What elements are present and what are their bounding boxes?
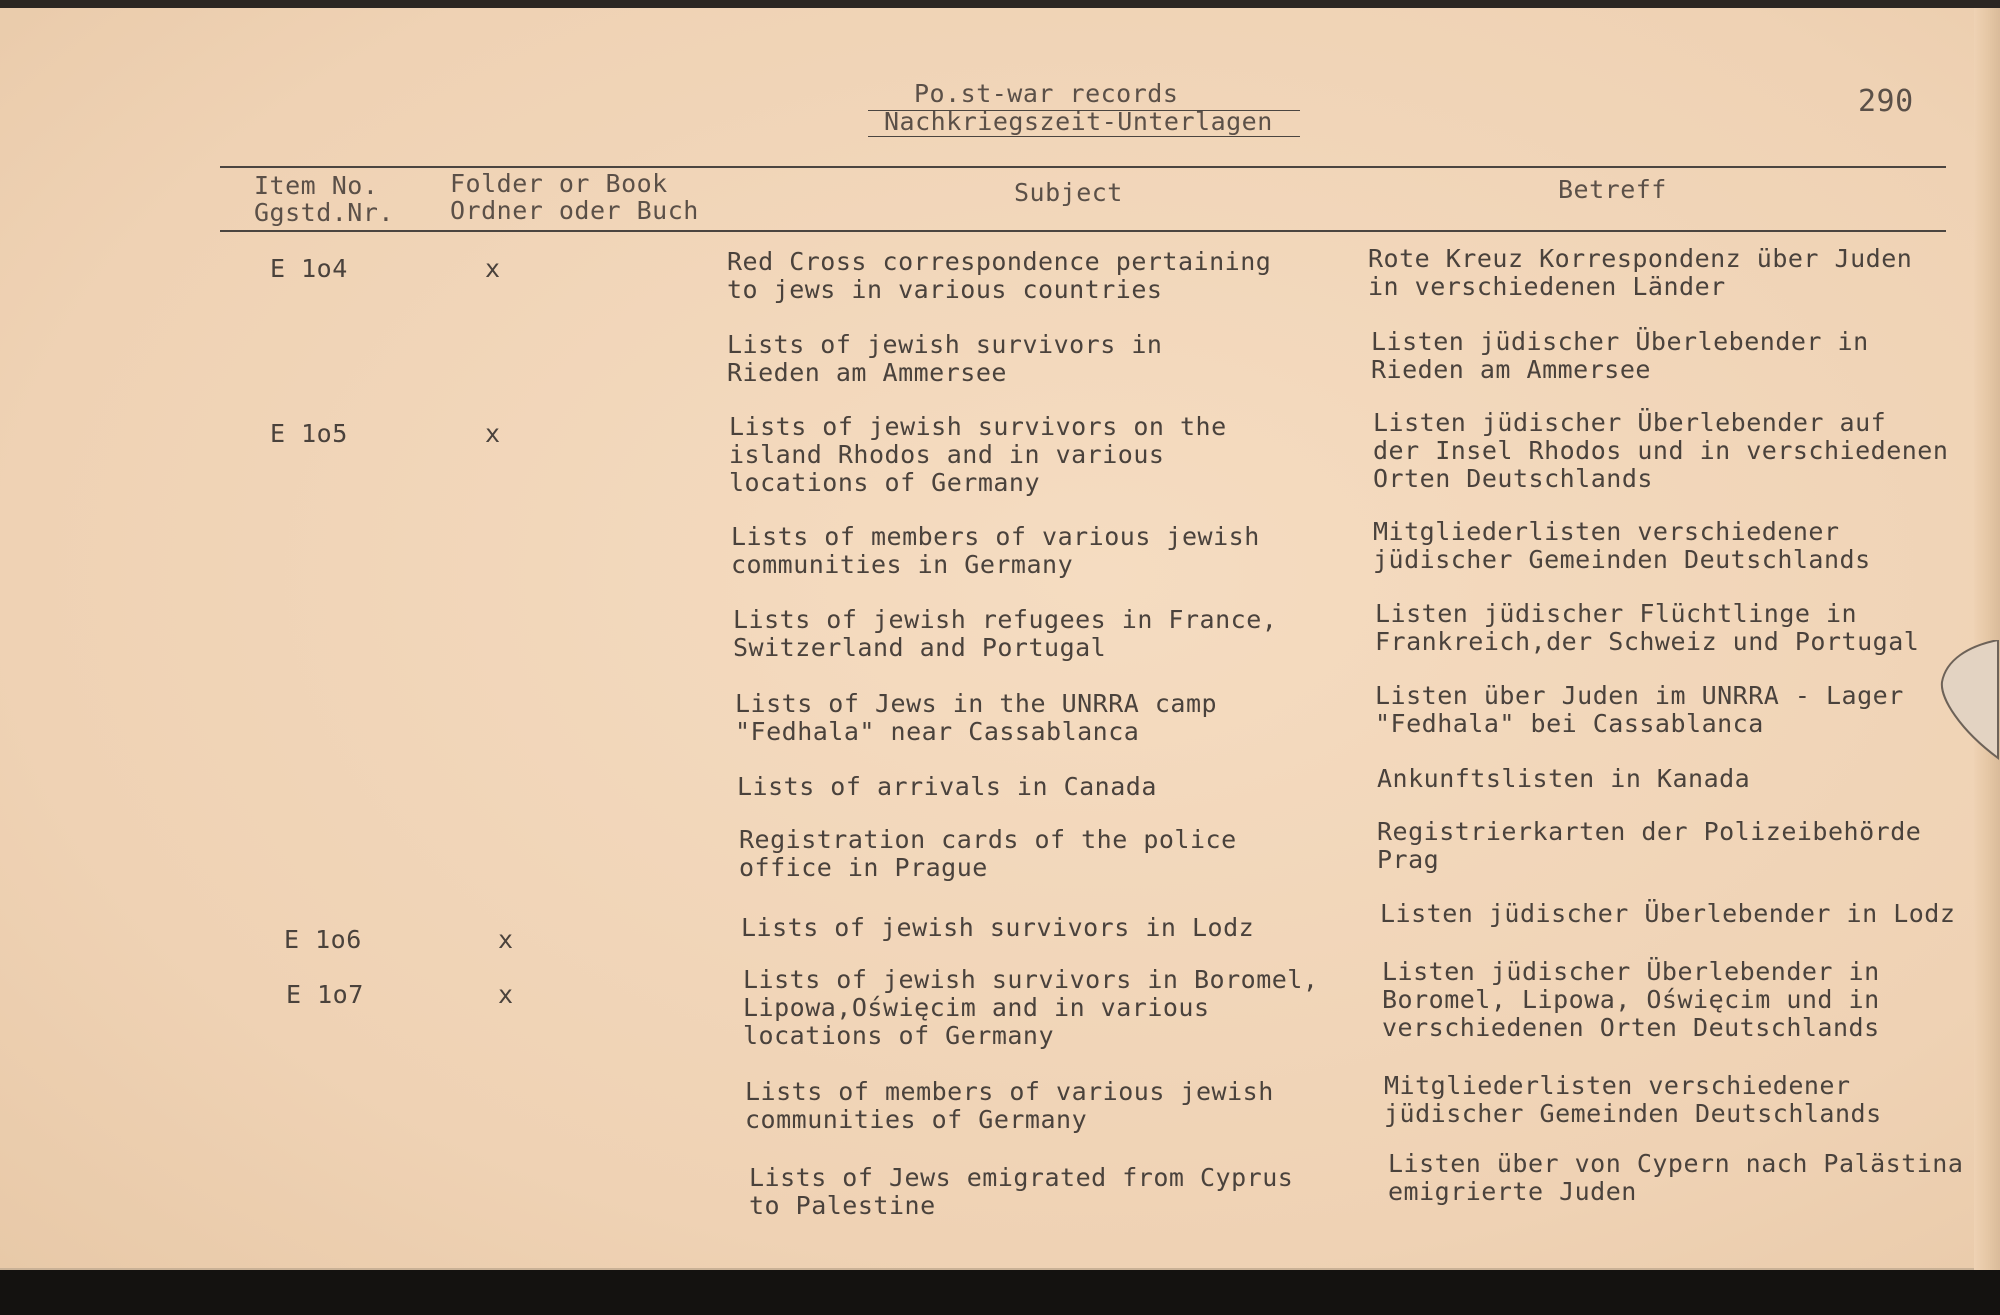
col-header-folder-en: Folder or Book	[450, 169, 668, 198]
row-subject: Lists of jewish survivors in Boromel, Lipowa,Oświęcim and in various locations of Germany	[743, 965, 1319, 1050]
col-header-subject: Subject	[1014, 178, 1123, 207]
row-betreff: Listen jüdischer Überlebender in Boromel, Lipowa, Oświęcim und in verschiedenen Orten Deutschlands	[1382, 957, 1880, 1042]
row-item-number: E 1o5	[270, 419, 348, 448]
col-header-item-de: Ggstd.Nr.	[254, 198, 394, 227]
scan-top-edge	[0, 0, 2000, 8]
row-subject: Lists of jewish survivors in Lodz	[741, 913, 1255, 942]
row-betreff: Listen jüdischer Überlebender auf der Insel Rhodos und in verschiedenen Orten Deutschlands	[1373, 408, 1949, 493]
page-number: 290	[1858, 84, 1914, 119]
row-folder-mark: x	[498, 925, 514, 954]
title-english: Po.st-war records	[914, 79, 1179, 108]
row-subject: Lists of jewish refugees in France, Switzerland and Portugal	[733, 605, 1278, 662]
row-subject: Registration cards of the police office in Prague	[739, 825, 1237, 882]
row-betreff: Listen jüdischer Überlebender in Lodz	[1380, 899, 1956, 928]
scan-bottom-edge	[0, 1270, 2000, 1315]
row-subject: Lists of Jews emigrated from Cyprus to Palestine	[749, 1163, 1294, 1220]
row-betreff: Listen jüdischer Flüchtlinge in Frankreich,der Schweiz und Portugal	[1375, 599, 1920, 656]
header-bottom-rule	[220, 230, 1946, 232]
row-folder-mark: x	[498, 980, 514, 1009]
row-subject: Red Cross correspondence pertaining to jews in various countries	[727, 247, 1272, 304]
row-subject: Lists of arrivals in Canada	[737, 772, 1157, 801]
page-curl-edge	[1974, 8, 2000, 1270]
row-betreff: Mitgliederlisten verschiedener jüdischer Gemeinden Deutschlands	[1373, 517, 1871, 574]
row-item-number: E 1o7	[286, 980, 364, 1009]
row-subject: Lists of members of various jewish communities of Germany	[745, 1077, 1274, 1134]
row-betreff: Listen über Juden im UNRRA - Lager "Fedhala" bei Cassablanca	[1375, 681, 1904, 738]
header-top-rule	[220, 166, 1946, 168]
row-betreff: Registrierkarten der Polizeibehörde Prag	[1377, 817, 1922, 874]
col-header-folder-de: Ordner oder Buch	[450, 196, 699, 225]
row-subject: Lists of Jews in the UNRRA camp "Fedhala" near Cassablanca	[735, 689, 1218, 746]
title-german: Nachkriegszeit-Unterlagen	[884, 107, 1273, 136]
row-folder-mark: x	[485, 419, 501, 448]
row-subject: Lists of jewish survivors on the island Rhodos and in various locations of Germany	[729, 412, 1227, 497]
row-subject: Lists of members of various jewish communities in Germany	[731, 522, 1260, 579]
row-betreff: Listen über von Cypern nach Palästina emigrierte Juden	[1388, 1149, 1964, 1206]
row-betreff: Listen jüdischer Überlebender in Rieden am Ammersee	[1371, 327, 1869, 384]
row-item-number: E 1o4	[270, 254, 348, 283]
col-header-betreff: Betreff	[1558, 175, 1667, 204]
row-betreff: Rote Kreuz Korrespondenz über Juden in verschiedenen Länder	[1368, 244, 1913, 301]
row-subject: Lists of jewish survivors in Rieden am Ammersee	[727, 330, 1163, 387]
row-betreff: Mitgliederlisten verschiedener jüdischer Gemeinden Deutschlands	[1384, 1071, 1882, 1128]
row-folder-mark: x	[485, 254, 501, 283]
row-betreff: Ankunftslisten in Kanada	[1377, 764, 1751, 793]
row-item-number: E 1o6	[284, 925, 362, 954]
title-underline-2	[868, 136, 1300, 137]
page-curl-icon	[1938, 640, 2000, 760]
col-header-item-en: Item No.	[254, 171, 379, 200]
